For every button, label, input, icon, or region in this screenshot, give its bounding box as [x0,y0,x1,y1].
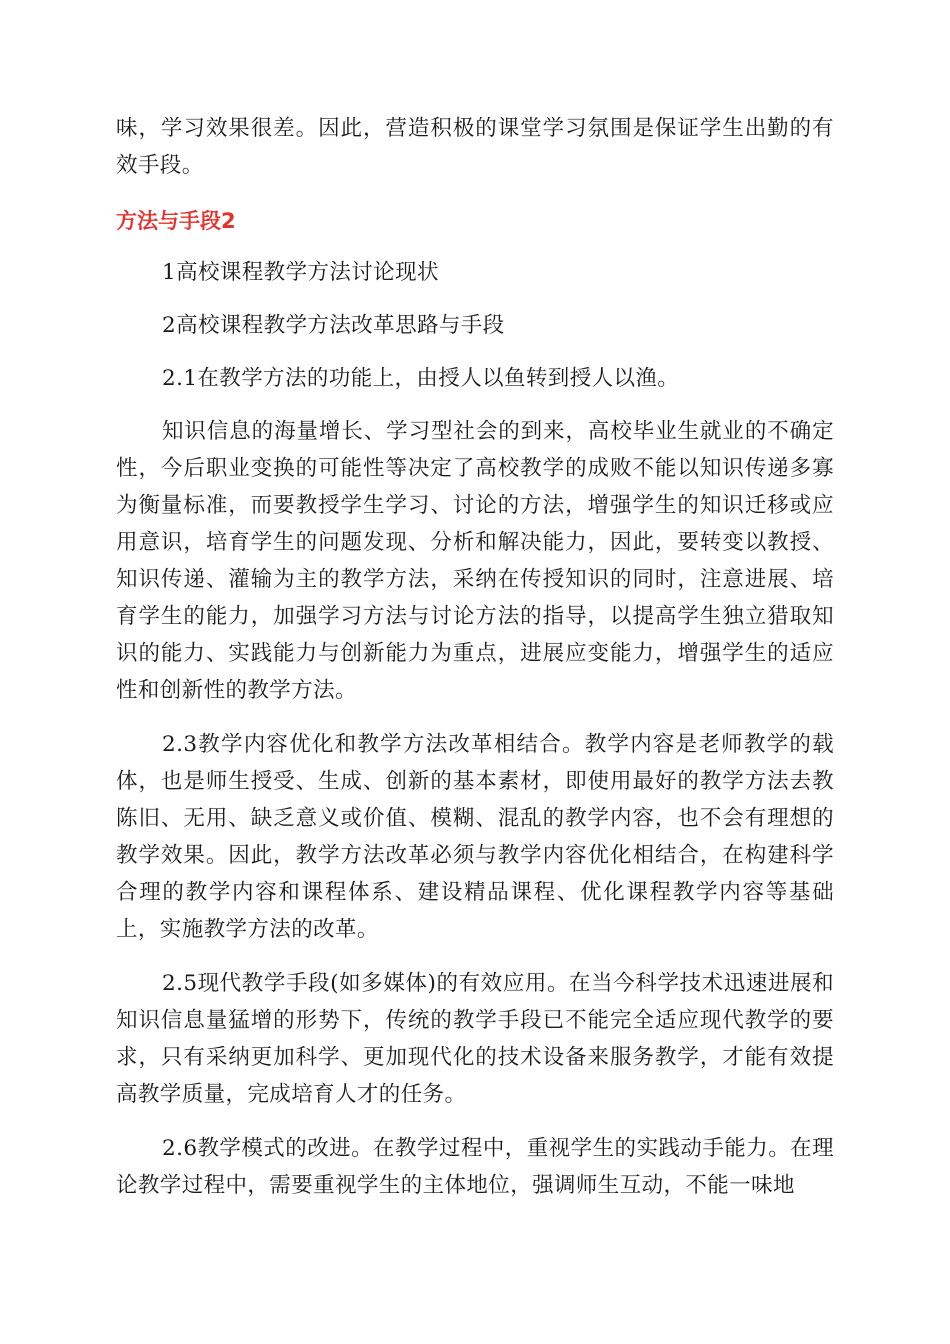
paragraph-5: 2.3教学内容优化和教学方法改革相结合。教学内容是老师教学的载体，也是师生授受、生成、创新的基本素材，即使用最好的教学方法去教陈旧、无用、缺乏意义或价值、模糊、混乱的教学内容，也不会有理想的教学效果。因此，教学方法改革必须与教学内容优化相结合，在构建科学合理的教学内容和课程体系、建设精品课程、优化课程教学内容等基础上，实施教学方法的改革。 [116,732,834,942]
paragraph-3: 2.1在教学方法的功能上，由授人以鱼转到授人以渔。 [162,366,680,391]
paragraph-1: 1高校课程教学方法讨论现状 [162,260,439,285]
paragraph-2: 2高校课程教学方法改革思路与手段 [162,313,505,338]
paragraph-7: 2.6教学模式的改进。在教学过程中，重视学生的实践动手能力。在理论教学过程中，需要重视学生的主体地位，强调师生互动，不能一味地 [116,1136,834,1198]
paragraph-6: 2.5现代教学手段(如多媒体)的有效应用。在当今科学技术迅速进展和知识信息量猛增的形势下，传统的教学手段已不能完全适应现代教学的要求，只有采纳更加科学、更加现代化的技术设备来服务教学，才能有效提高教学质量，完成培育人才的任务。 [116,971,834,1107]
paragraph-4: 知识信息的海量增长、学习型社会的到来，高校毕业生就业的不确定性，今后职业变换的可能性等决定了高校教学的成败不能以知识传递多寡为衡量标准，而要教授学生学习、讨论的方法，增强学生的知识迁移或应用意识，培育学生的问题发现、分析和解决能力，因此，要转变以教授、知识传递、灌输为主的教学方法，采纳在传授知识的同时，注意进展、培育学生的能力，加强学习方法与讨论方法的指导，以提高学生独立猎取知识的能力、实践能力与创新能力为重点，进展应变能力，增强学生的适应性和创新性的教学方法。 [116,419,834,703]
section-heading: 方法与手段2 [116,209,236,233]
document-body [116,110,834,1204]
intro-paragraph: 味，学习效果很差。因此，营造积极的课堂学习氛围是保证学生出勤的有效手段。 [116,116,834,178]
